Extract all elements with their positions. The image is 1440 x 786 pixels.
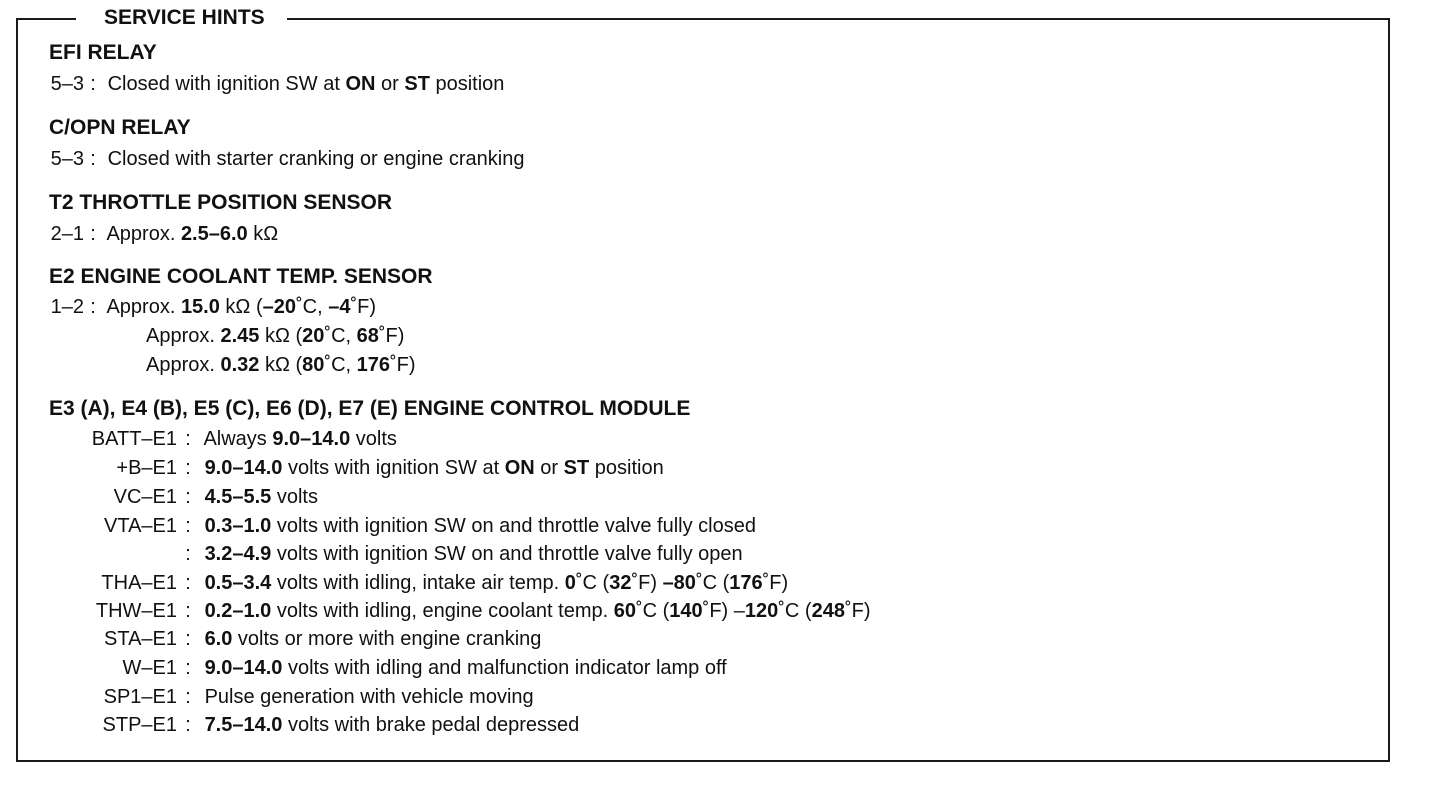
bold-value: –4	[328, 296, 351, 318]
ecm-row	[32, 455, 664, 481]
row-text: volts with idling, engine coolant temp.	[271, 600, 614, 622]
colon: :	[90, 296, 96, 318]
colon: :	[185, 486, 191, 508]
terminal-label: 5–3	[50, 73, 84, 95]
bold-value: 176	[356, 354, 390, 376]
colon: :	[185, 628, 191, 650]
coolant-sensor-row	[146, 352, 416, 378]
colon: :	[185, 657, 191, 679]
row-text: kΩ (	[219, 296, 263, 318]
bold-value: 0.2–1.0	[204, 600, 272, 622]
row-text: ˚F)	[350, 296, 376, 318]
terminal-label: STA–E1	[104, 628, 177, 650]
colon: :	[185, 714, 191, 736]
colon: :	[185, 600, 191, 622]
row-text: ˚F)	[390, 354, 416, 376]
row-text: ˚C,	[324, 354, 357, 376]
ecm-row	[32, 513, 756, 539]
row-text: ˚F)	[762, 572, 789, 594]
colon: :	[90, 73, 96, 95]
terminal-label: THW–E1	[95, 600, 177, 622]
bold-value: 9.0–14.0	[204, 657, 283, 679]
bold-value: 3.2–4.9	[204, 543, 272, 565]
ecm-row	[32, 570, 788, 596]
ecm-row	[32, 426, 397, 452]
terminal-label: THA–E1	[101, 572, 177, 594]
row-text: Approx.	[146, 325, 221, 347]
service-hints-title: SERVICE HINTS	[76, 6, 287, 30]
bold-value: 0.5–3.4	[204, 572, 272, 594]
row-text: kΩ (	[259, 354, 303, 376]
row-text: Approx.	[106, 296, 181, 318]
ecm-row	[32, 484, 318, 510]
row-text: Closed with ignition SW at	[107, 73, 346, 95]
coolant-sensor-row	[146, 323, 404, 349]
efi-relay-heading: EFI RELAY	[49, 41, 157, 64]
ecm-row	[32, 684, 534, 710]
ecm-row	[32, 541, 743, 567]
row-text: Approx.	[106, 223, 181, 245]
throttle-sensor-heading: T2 THROTTLE POSITION SENSOR	[49, 191, 393, 214]
bold-value: ST	[404, 73, 430, 95]
bold-value: 120	[744, 600, 779, 622]
row-text: kΩ (	[259, 325, 303, 347]
ecm-row	[32, 626, 541, 652]
bold-value: 20	[302, 325, 325, 347]
terminal-label: VC–E1	[113, 486, 177, 508]
row-text: position	[429, 73, 505, 95]
row-text: ˚F)	[844, 600, 871, 622]
colon: :	[90, 148, 96, 170]
row-text: volts with idling and malfunction indicator lamp off	[282, 657, 727, 679]
row-text: ˚C,	[295, 296, 329, 318]
terminal-label: W–E1	[122, 657, 177, 679]
row-text: Closed with starter cranking or engine cranking	[107, 148, 525, 170]
bold-value: ON	[345, 73, 376, 95]
terminal-label: BATT–E1	[91, 428, 177, 450]
bold-value: ON	[504, 457, 535, 479]
bold-value: 2.5–6.0	[180, 223, 248, 245]
bold-value: 0	[564, 572, 576, 594]
bold-value: 248	[811, 600, 845, 622]
bold-value: 0.3–1.0	[204, 515, 272, 537]
row-text: or	[534, 457, 564, 479]
colon: :	[185, 686, 191, 708]
row-text: volts	[271, 486, 318, 508]
colon: :	[185, 428, 191, 450]
row-text: volts with ignition SW on and throttle valve fully closed	[271, 515, 756, 537]
row-text: ˚C (	[575, 572, 610, 594]
row-text: or	[375, 73, 405, 95]
efi-relay-row	[22, 71, 504, 97]
terminal-label: 5–3	[50, 148, 84, 170]
row-text: kΩ	[247, 223, 279, 245]
terminal-label: 2–1	[50, 223, 84, 245]
row-text: Approx.	[146, 354, 221, 376]
bold-value: 4.5–5.5	[204, 486, 272, 508]
row-text: Pulse generation with vehicle moving	[204, 686, 534, 708]
colon: :	[185, 515, 191, 537]
bold-value: 2.45	[220, 325, 260, 347]
terminal-label: SP1–E1	[103, 686, 177, 708]
row-text: volts with ignition SW on and throttle valve fully open	[271, 543, 743, 565]
terminal-label: +B–E1	[116, 457, 177, 479]
bold-value: 140	[669, 600, 703, 622]
bold-value: 80	[302, 354, 325, 376]
ecm-row	[32, 655, 727, 681]
colon: :	[185, 457, 191, 479]
colon: :	[90, 223, 96, 245]
row-text: ˚C (	[778, 600, 812, 622]
ecm-heading: E3 (A), E4 (B), E5 (C), E6 (D), E7 (E) ENGINE CONTROL MODULE	[49, 397, 691, 420]
bold-value: 9.0–14.0	[272, 428, 351, 450]
bold-value: –80	[662, 572, 696, 594]
copn-relay-row	[22, 146, 524, 172]
row-text: ˚C,	[324, 325, 357, 347]
terminal-label: VTA–E1	[104, 515, 177, 537]
row-text: volts with ignition SW at	[282, 457, 505, 479]
bold-value: 68	[356, 325, 379, 347]
coolant-sensor-row	[22, 294, 376, 320]
bold-value: 15.0	[180, 296, 220, 318]
bold-value: 60	[613, 600, 636, 622]
terminal-label: STP–E1	[102, 714, 177, 736]
colon: :	[185, 572, 191, 594]
bold-value: 32	[609, 572, 632, 594]
ecm-row	[32, 712, 579, 738]
row-text: ˚C (	[695, 572, 730, 594]
row-text: ˚F) –	[702, 600, 745, 622]
row-text: ˚C (	[635, 600, 670, 622]
bold-value: ST	[563, 457, 590, 479]
row-text: volts with idling, intake air temp.	[271, 572, 565, 594]
bold-value: 7.5–14.0	[204, 714, 283, 736]
colon: :	[185, 543, 191, 565]
bold-value: 9.0–14.0	[204, 457, 283, 479]
terminal-label: 1–2	[50, 296, 84, 318]
bold-value: –20	[262, 296, 296, 318]
row-text: position	[589, 457, 664, 479]
throttle-sensor-row	[22, 221, 278, 247]
copn-relay-heading: C/OPN RELAY	[49, 116, 191, 139]
row-text: Always	[203, 428, 273, 450]
row-text: volts with brake pedal depressed	[282, 714, 580, 736]
row-text: ˚F)	[378, 325, 405, 347]
bold-value: 0.32	[220, 354, 260, 376]
coolant-sensor-heading: E2 ENGINE COOLANT TEMP. SENSOR	[49, 265, 433, 288]
bold-value: 176	[729, 572, 763, 594]
row-text: volts	[350, 428, 397, 450]
bold-value: 6.0	[204, 628, 233, 650]
row-text: ˚F)	[631, 572, 663, 594]
row-text: volts or more with engine cranking	[232, 628, 542, 650]
ecm-row	[32, 598, 871, 624]
